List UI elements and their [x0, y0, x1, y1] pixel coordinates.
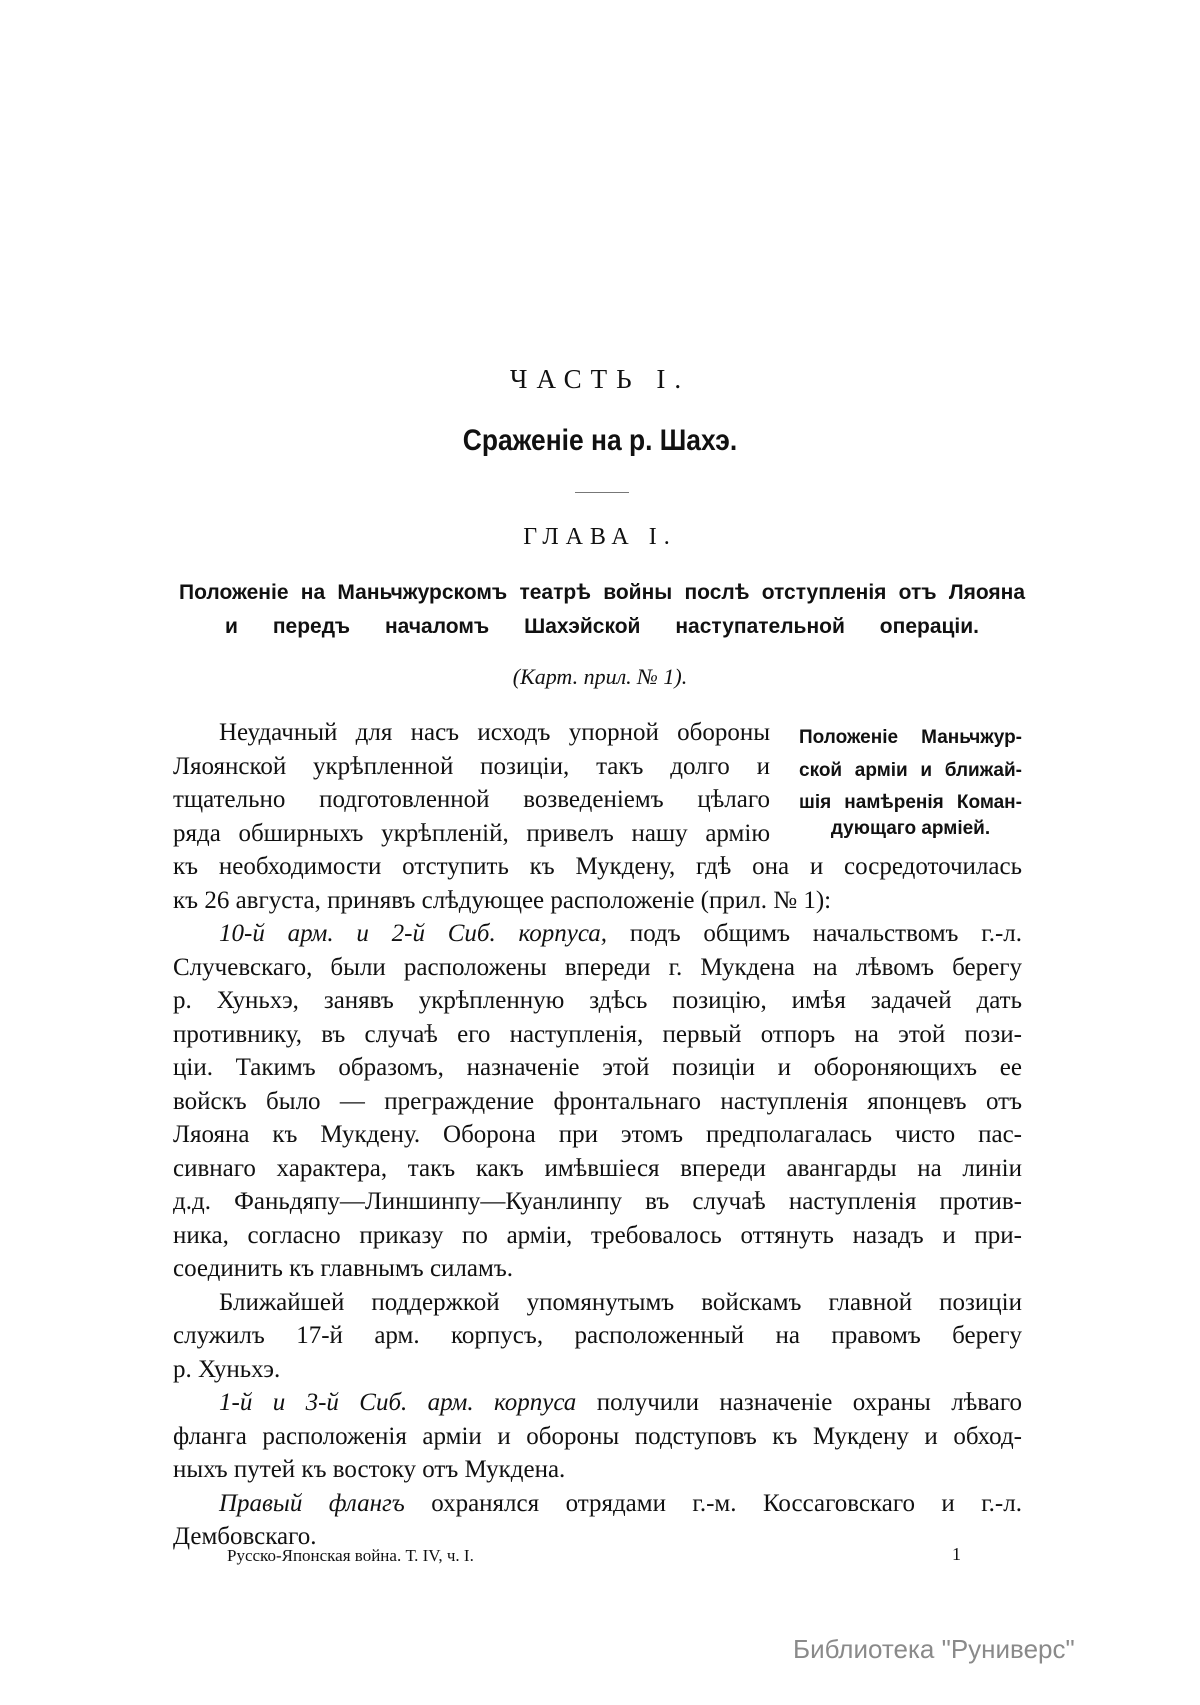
body-line-text: къ необходимости отступить къ Мукдену, гдѣ она и сосредоточилась — [173, 853, 1022, 880]
body-line-text: къ 26 августа, принявъ слѣдующее расположеніе (прил. № 1): — [173, 886, 832, 914]
body-line — [173, 1252, 1022, 1286]
italic-emphasis: 10-й арм. и 2-й Сиб. корпуса, — [219, 920, 608, 947]
body-line-text: Неудачный для насъ исходъ упорной обороны — [219, 719, 770, 746]
body-line — [173, 1286, 1022, 1320]
body-line-text: Случевскаго, были расположены впереди г. Мукдена на лѣвомъ берегу — [173, 953, 1022, 981]
body-line-text: Дембовскаго. — [173, 1523, 317, 1550]
body-line — [173, 1453, 1022, 1487]
body-line-text: получили назначеніе охраны лѣваго — [576, 1389, 1022, 1416]
body-line — [173, 1487, 1022, 1521]
body-line-text: подъ общимъ начальствомъ г.-л. — [607, 920, 1022, 947]
body-line — [173, 1353, 1022, 1387]
body-line — [173, 750, 770, 784]
part-title: Сраженіе на р. Шахэ. — [462, 424, 738, 457]
margin-note-line: дующаго арміей. — [830, 818, 991, 839]
body-line-text: тщательно подготовленной возведеніемъ цѣлаго — [173, 786, 770, 813]
body-line — [173, 1420, 1022, 1454]
italic-emphasis: Правый флангъ — [219, 1489, 405, 1517]
body-line-text: д.д. Фаньдяпу—Линшинпу—Куанлинпу въ случаѣ наступленія против- — [173, 1188, 1022, 1215]
margin-note-line: шія намѣренія Коман- — [799, 792, 1022, 813]
library-watermark: Библиотека "Руниверс" — [793, 1634, 1075, 1664]
body-line — [173, 1386, 1022, 1420]
body-line — [173, 783, 770, 817]
chapter-title-line: и передъ началомъ Шахэйской наступательной операціи. — [225, 615, 979, 638]
body-line — [173, 1051, 1022, 1085]
body-line — [173, 817, 770, 851]
body-line — [173, 917, 1022, 951]
body-line — [173, 884, 1022, 918]
body-line — [173, 1085, 1022, 1119]
body-line-text: Ляоянской укрѣпленной позиціи, такъ долго и — [173, 752, 770, 780]
body-line-text: служилъ 17-й арм. корпусъ, расположенный на правомъ берегу — [173, 1322, 1022, 1349]
body-line — [173, 1219, 1022, 1253]
body-line-text: ціи. Такимъ образомъ, назначеніе этой позиціи и обороняющихъ ее — [173, 1054, 1022, 1081]
body-line — [173, 984, 1022, 1018]
margin-note-line: ской арміи и ближай- — [799, 760, 1022, 781]
chapter-heading: ГЛАВА I. — [523, 524, 677, 550]
body-line-text: р. Хуньхэ. — [173, 1355, 281, 1383]
body-line-text: ряда обширныхъ укрѣпленій, привелъ нашу армію — [173, 819, 770, 847]
body-line-text: противнику, въ случаѣ его наступленія, первый отпоръ на этой пози- — [173, 1020, 1022, 1048]
italic-emphasis: 1-й и 3-й Сиб. арм. корпуса — [219, 1389, 577, 1416]
body-line — [173, 716, 770, 750]
margin-note-line: Положеніе Маньчжур- — [799, 727, 1022, 748]
body-line-text: ныхъ путей къ востоку отъ Мукдена. — [173, 1456, 566, 1483]
body-line-text: охранялся отрядами г.-м. Коссаговскаго и г.-л. — [404, 1489, 1022, 1517]
body-line — [173, 1018, 1022, 1052]
map-reference: (Карт. прил. № 1). — [512, 664, 688, 689]
body-line — [173, 850, 1022, 884]
body-line-text: р. Хуньхэ, занявъ укрѣпленную здѣсь позицію, имѣя задачей дать — [173, 987, 1022, 1014]
book-footer: Русско-Японская война. Т. IV, ч. I. — [227, 1546, 474, 1565]
body-line — [173, 1152, 1022, 1186]
body-line-text: войскъ было — преграждение фронтальнаго наступленія японцевъ отъ — [173, 1087, 1022, 1115]
body-line-text: ника, согласно приказу по арміи, требовалось оттянуть назадъ и при- — [173, 1221, 1022, 1249]
part-heading: ЧАСТЬ I. — [509, 364, 691, 394]
body-line — [173, 1185, 1022, 1219]
body-line-text: фланга расположенія арміи и обороны подступовъ къ Мукдену и обход- — [173, 1422, 1022, 1450]
body-line-text: Ближайшей поддержкой упомянутымъ войскамъ главной позиціи — [219, 1288, 1022, 1316]
body-line-text: Ляояна къ Мукдену. Оборона при этомъ предполагалась чисто пас- — [173, 1121, 1022, 1148]
body-line — [173, 951, 1022, 985]
chapter-title-line: Положеніе на Маньчжурскомъ театрѣ войны послѣ отступленія отъ Ляояна — [179, 581, 1025, 604]
divider-rule — [575, 492, 629, 493]
page-number: 1 — [952, 1544, 961, 1564]
body-line-text: соединить къ главнымъ силамъ. — [173, 1255, 514, 1282]
body-line — [173, 1319, 1022, 1353]
body-line — [173, 1118, 1022, 1152]
body-line-text: сивнаго характера, такъ какъ имѣвшіеся впереди авангарды на линіи — [173, 1154, 1022, 1182]
